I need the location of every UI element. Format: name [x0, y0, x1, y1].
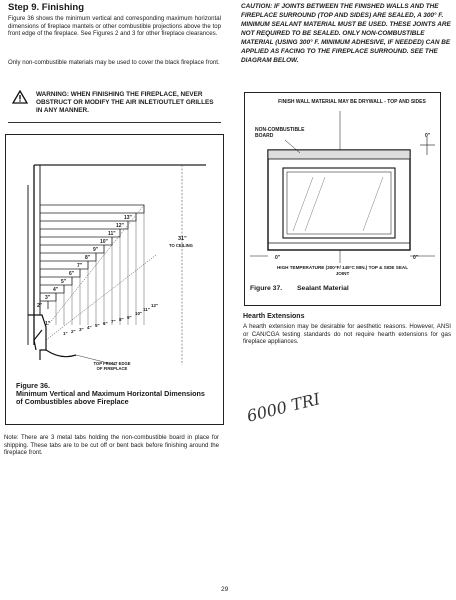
board-label: NON-COMBUSTIBLE BOARD — [255, 127, 305, 139]
intro-paragraph: Figure 36 shows the minimum vertical and corresponding maximum horizontal dimensions of fireplace mantels or other combustible projections above the top front edge of the fireplace. See Figures 2 and 3 for other fireplace clearances. — [8, 15, 221, 38]
dim-8: 8" — [85, 255, 91, 261]
dim-11: 11" — [108, 231, 116, 237]
figure-37-title: Figure 37. — [250, 285, 283, 292]
handwritten-note: 6000 TRI — [244, 389, 323, 426]
top-front-edge-label: TOP FRONT EDGE OF FIREPLACE — [93, 361, 131, 371]
figure-36-title: Figure 36. — [16, 381, 50, 390]
hdim-7: 7" — [111, 319, 116, 324]
hdim-12: 12" — [151, 303, 159, 308]
page-number: 29 — [221, 586, 229, 593]
dim-right: 0" — [413, 255, 419, 261]
hdim-1: 1" — [63, 331, 68, 336]
step-heading: Step 9. Finishing — [8, 2, 85, 13]
drywall-label: FINISH WALL MATERIAL MAY BE DRYWALL - TOP AND SIDES — [278, 99, 426, 105]
dim-3: 3" — [45, 295, 51, 301]
hdim-2: 2" — [71, 329, 76, 334]
figure-36-frame — [5, 134, 224, 425]
fireplace-outline — [28, 315, 76, 360]
figure-36-caption: Minimum Vertical and Maximum Horizontal Dimensions of Combustibles above Fireplace — [16, 389, 205, 407]
dim-left: 0" — [275, 255, 281, 261]
hearth-heading: Hearth Extensions — [243, 313, 305, 320]
hearth-paragraph: A hearth extension may be desirable for aesthetic reasons. However, ANSI or CAN/CGA testing standards do not require hearth extensions for gas fireplace appliances. — [243, 323, 451, 346]
warning-triangle-icon — [12, 90, 28, 104]
dim-12: 12" — [116, 223, 124, 229]
figure-36-diagram — [6, 135, 223, 380]
hdim-9: 9" — [127, 315, 132, 320]
figure-37-frame — [244, 92, 441, 306]
hdim-11: 11" — [143, 307, 150, 312]
caution-text: CAUTION: IF JOINTS BETWEEN THE FINISHED WALLS AND THE FIREPLACE SURROUND (TOP AND SIDES) ARE SEALED, A 300° F. MINIMUM SEALANT MATERIAL MUST BE USED. THESE JOINTS ARE NOT REQUIRED TO BE SEALED. ONLY NON-COMBUSTIBLE MATERIAL (USING 300° F. MINIMUM ADHESIVE, IF NEEDED) CAN BE APPLIED AS FACING TO THE FIREPLACE SURROUND. SEE THE DIAGRAM BELOW. — [241, 3, 451, 64]
figure-37-caption: Sealant Material — [297, 285, 349, 292]
ceiling-label: TO CEILING — [169, 243, 193, 248]
dim-4: 4" — [53, 287, 59, 293]
dim-7: 7" — [77, 263, 83, 269]
ceiling-dimension: 31" — [178, 236, 187, 242]
hdim-8: 8" — [119, 317, 124, 322]
dim-2: 2" — [37, 303, 43, 309]
dim-13: 13" — [124, 215, 132, 221]
hdim-5: 5" — [95, 323, 100, 328]
warning-box — [8, 88, 221, 123]
dim-10: 10" — [100, 239, 108, 245]
materials-paragraph: Only non-combustible materials may be used to cover the black fireplace front. — [8, 59, 220, 66]
dim-1: 1" — [45, 321, 51, 327]
dim-5: 5" — [61, 279, 67, 285]
hdim-10: 10" — [135, 311, 143, 316]
dim-6: 6" — [69, 271, 75, 277]
hdim-3: 3" — [79, 327, 84, 332]
warning-text: WARNING: WHEN FINISHING THE FIREPLACE, NEVER OBSTRUCT OR MODIFY THE AIR INLET/OUTLET GRILLES IN ANY MANNER. — [36, 91, 214, 114]
dim-top: 0" — [425, 133, 431, 139]
note-paragraph: Note: There are 3 metal tabs holding the non-combustible board in place for shipping. These tabs are to be cut off or bent back before finishing around the fireplace front. — [4, 434, 219, 457]
hdim-6: 6" — [103, 321, 108, 326]
figure-37-diagram — [245, 93, 440, 283]
sealant-label: HIGH TEMPERATURE (300°F/ 149°C MIN.) TOP & SIDE SEAL JOINT — [276, 265, 409, 276]
dim-9: 9" — [93, 247, 99, 253]
hdim-4: 4" — [87, 325, 92, 330]
